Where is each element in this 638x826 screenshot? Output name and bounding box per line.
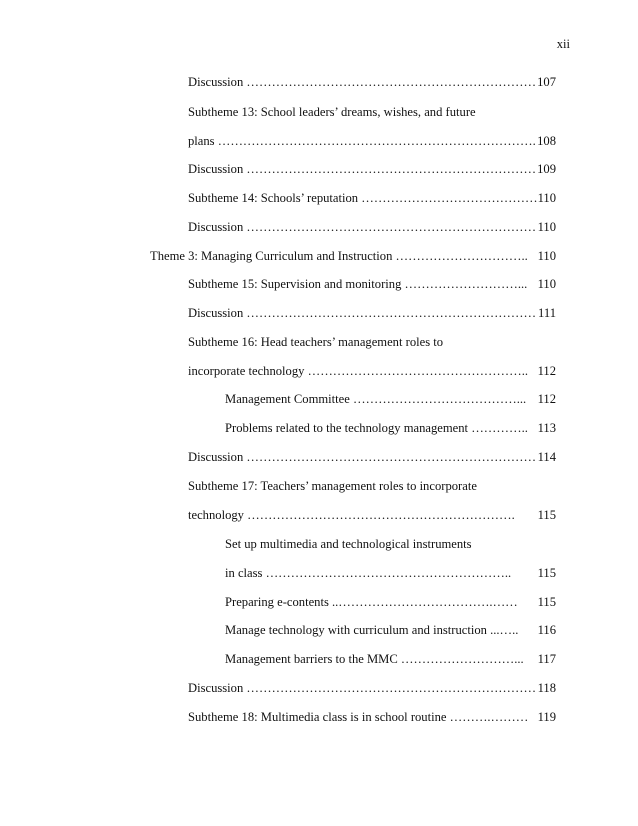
toc-entry-title: Subtheme 16: Head teachers’ management roles to [188, 335, 444, 349]
toc-entry [0, 334, 638, 350]
toc-entry [0, 161, 638, 177]
toc-entry [0, 536, 638, 552]
toc-entry [0, 276, 638, 292]
toc-entry [0, 305, 638, 321]
toc-entry [0, 651, 638, 667]
toc-entry-title: Subtheme 17: Teachers’ management roles to incorporate [188, 479, 477, 493]
toc-entry [0, 133, 638, 149]
toc-entry-title: Discussion …………………………………………………………… [188, 450, 537, 464]
toc-entry-page: 116 [537, 623, 556, 637]
toc-entry-title: Discussion …………………………………………………………… [188, 220, 537, 234]
toc-entry [0, 104, 638, 120]
toc-entry-title: Discussion …………………………………………………………… [188, 306, 537, 320]
toc-entry-page: 108 [537, 134, 556, 148]
toc-entry-page: 112 [537, 364, 556, 378]
toc-entry-title: Management barriers to the MMC ………………………... [225, 652, 524, 666]
toc-entry-title: Set up multimedia and technological instruments [225, 537, 472, 551]
toc-entry-page: 113 [537, 421, 556, 435]
toc-entry-title: Management Committee …………………………………... [225, 392, 527, 406]
toc-entry [0, 391, 638, 407]
toc-entry [0, 594, 638, 610]
toc-entry [0, 565, 638, 581]
toc-entry-page: 107 [537, 75, 556, 89]
toc-entry-title: Preparing e-contents ..……………………………….…… [225, 595, 518, 609]
toc-entry [0, 248, 638, 264]
toc-entry-title: Subtheme 13: School leaders’ dreams, wishes, and future [188, 105, 476, 119]
page-number: xii [556, 37, 570, 51]
toc-entry-title: in class ………………………………………………….. [225, 566, 512, 580]
toc-entry-page: 110 [537, 191, 556, 205]
toc-entry-page: 117 [537, 652, 556, 666]
toc-entry-page: 111 [538, 306, 556, 320]
toc-entry-page: 110 [537, 220, 556, 234]
toc-entry-page: 109 [537, 162, 556, 176]
toc-entry [0, 219, 638, 235]
toc-entry-title: Subtheme 15: Supervision and monitoring ………………………... [188, 277, 528, 291]
toc-entry-title: Problems related to the technology management ………….. [225, 421, 528, 435]
toc-entry-title: Discussion …………………………………………………………… [188, 681, 537, 695]
toc-entry [0, 420, 638, 436]
toc-entry-title: Subtheme 18: Multimedia class is in school routine ……….……… [188, 710, 529, 724]
toc-entry [0, 74, 638, 90]
toc-entry-page: 118 [537, 681, 556, 695]
toc-entry [0, 680, 638, 696]
toc-entry-page: 110 [537, 277, 556, 291]
toc-entry-page: 119 [537, 710, 556, 724]
toc-entry-title: Theme 3: Managing Curriculum and Instruction ………………………….. [150, 249, 528, 263]
toc-entry [0, 449, 638, 465]
toc-entry-page: 114 [537, 450, 556, 464]
toc-entry-title: Discussion …………………………………………………………… [188, 162, 537, 176]
toc-entry [0, 363, 638, 379]
toc-entry-title: incorporate technology …………………………………………….. [188, 364, 528, 378]
toc-entry [0, 622, 638, 638]
toc-entry-title: Manage technology with curriculum and instruction ...….. [225, 623, 519, 637]
toc-entry [0, 190, 638, 206]
toc-entry [0, 709, 638, 725]
toc-entry-title: plans …………………………………………………………………. [188, 134, 536, 148]
toc-entry-page: 115 [537, 566, 556, 580]
toc-entry-page: 112 [537, 392, 556, 406]
toc-entry-title: Discussion …………………………………………………………… [188, 75, 537, 89]
toc-entry-page: 115 [537, 595, 556, 609]
toc-entry-page: 110 [537, 249, 556, 263]
toc-entry [0, 507, 638, 523]
toc-entry-title: Subtheme 14: Schools’ reputation …………………………………… [188, 191, 538, 205]
toc-entry-page: 115 [537, 508, 556, 522]
toc-entry [0, 478, 638, 494]
toc-entry-title: technology ………………………………………………………. [188, 508, 515, 522]
